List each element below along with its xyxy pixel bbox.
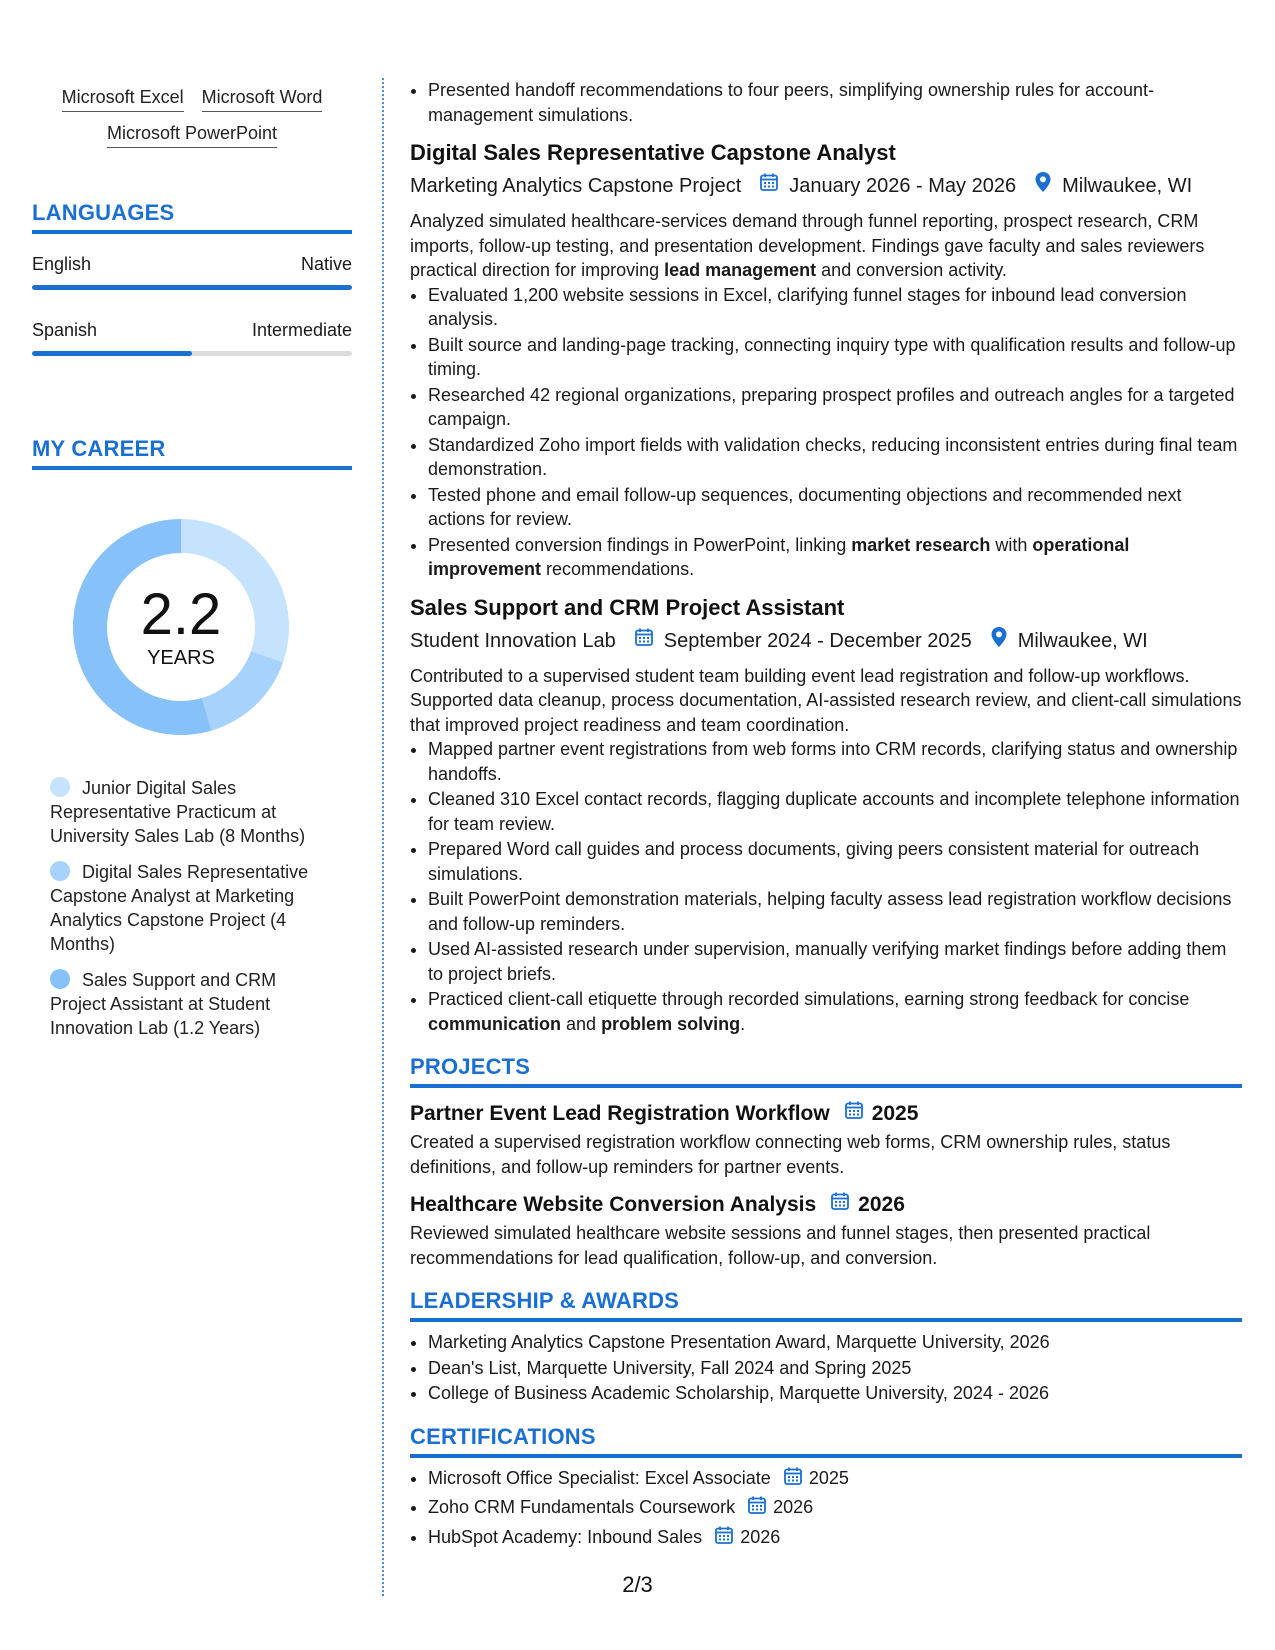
bullet-item: • Cleaned 310 Excel contact records, flagging duplicate accounts and incomplete telephone information for team review.: [428, 787, 1242, 836]
languages-heading: LANGUAGES: [32, 200, 352, 234]
bullet-item: • Built source and landing-page tracking, connecting inquiry type with qualification results and follow-up timing.: [428, 333, 1242, 382]
left-column: [32, 76, 352, 1052]
language-bar: [32, 285, 352, 290]
job-dates: January 2026 - May 2026: [789, 175, 1017, 197]
bullet-item: • Standardized Zoho import fields with validation checks, reducing inconsistent entries during final team demonstration.: [428, 433, 1242, 482]
project-year: 2026: [858, 1193, 905, 1216]
bullet-item: • Prepared Word call guides and process documents, giving peers consistent material for outreach simulations.: [428, 837, 1242, 886]
job-summary: Analyzed simulated healthcare-services demand through funnel reporting, prospect research, CRM imports, follow-up testing, and presentation development. Findings gave faculty and sales reviewers practical direction for improving lead management and conversion activity.: [410, 211, 1205, 280]
bullet-item: • Mapped partner event registrations from web forms into CRM records, clarifying status and ownership handoffs.: [428, 737, 1242, 786]
projects-heading: PROJECTS: [410, 1054, 1242, 1088]
bullet-item: • Tested phone and email follow-up sequences, documenting objections and recommended next actions for review.: [428, 483, 1242, 532]
project-name: Partner Event Lead Registration Workflow: [410, 1102, 830, 1125]
project-description: Created a supervised registration workflow connecting web forms, CRM ownership rules, status definitions, and follow-up reminders for partner events.: [410, 1132, 1171, 1177]
bullet-item: • Presented conversion findings in PowerPoint, linking market research with operational improvement recommendations.: [428, 533, 1242, 582]
legend-dot: [50, 969, 70, 989]
project-entry: [410, 1191, 1242, 1270]
job-bullets: [410, 737, 1242, 1036]
job-meta: [410, 626, 1242, 656]
leadership-list: [410, 1330, 1242, 1406]
career-total-value: 2.2: [140, 581, 222, 647]
languages-section: [32, 200, 352, 356]
certification-item: • Microsoft Office Specialist: Excel Associate 2025: [428, 1466, 1242, 1493]
project-name: Healthcare Website Conversion Analysis: [410, 1193, 817, 1216]
job-title: Sales Support and CRM Project Assistant: [410, 594, 845, 620]
location-pin-icon: [1034, 171, 1052, 201]
calendar-icon: [759, 172, 779, 200]
job-bullets: [410, 283, 1242, 582]
project-description: Reviewed simulated healthcare website sessions and funnel stages, then presented practical recommendations for lead qualification, follow-up, and conversion.: [410, 1223, 1151, 1268]
job-title: Digital Sales Representative Capstone Analyst: [410, 140, 896, 165]
right-column: [410, 78, 1242, 1552]
job-org: Student Innovation Lab: [410, 629, 616, 652]
job-location: Milwaukee, WI: [1062, 175, 1193, 197]
certifications-list: [410, 1466, 1242, 1552]
experience-entry: [410, 139, 1242, 582]
career-legend-item: Digital Sales Representative Capstone Analyst at Marketing Analytics Capstone Project (4 Months): [50, 862, 309, 954]
calendar-icon: [634, 627, 654, 655]
bullet-item: • Practiced client-call etiquette through recorded simulations, earning strong feedback for concise communication and problem solving.: [428, 987, 1242, 1036]
language-row: [32, 320, 352, 341]
career-legend-item: Junior Digital Sales Representative Practicum at University Sales Lab (8 Months): [50, 778, 306, 846]
language-name: Spanish: [32, 320, 98, 340]
project-entry: [410, 1100, 1242, 1179]
certification-item: • Zoho CRM Fundamentals Coursework 2026: [428, 1495, 1242, 1522]
calendar-icon: [714, 1525, 734, 1552]
award-item: • Marketing Analytics Capstone Presentation Award, Marquette University, 2026: [428, 1330, 1242, 1355]
bullet-item: • Presented handoff recommendations to four peers, simplifying ownership rules for account-management simulations.: [428, 78, 1242, 127]
language-row: [32, 254, 352, 275]
job-org: Marketing Analytics Capstone Project: [410, 175, 742, 197]
language-level: Intermediate: [251, 320, 352, 340]
language-bar: [32, 351, 352, 356]
career-heading: MY CAREER: [32, 436, 352, 470]
legend-dot: [50, 861, 70, 881]
skill-tag: Microsoft Excel: [62, 86, 184, 112]
language-bar-fill: [32, 351, 192, 356]
language-name: English: [32, 254, 92, 274]
experience-entry: [410, 594, 1242, 1037]
career-donut-chart: [66, 512, 296, 742]
skills-list: [32, 76, 352, 148]
career-total-unit: YEARS: [147, 646, 215, 669]
calendar-icon: [830, 1191, 850, 1219]
column-divider: [382, 78, 384, 1596]
language-level: Native: [300, 254, 352, 274]
job-meta: [410, 171, 1242, 201]
language-bar-fill: [32, 285, 352, 290]
career-legend: [50, 776, 330, 1040]
project-year: 2025: [871, 1102, 919, 1125]
location-pin-icon: [990, 626, 1008, 656]
skill-tag: Microsoft Word: [202, 86, 323, 112]
skill-tag: Microsoft PowerPoint: [107, 122, 277, 148]
career-legend-item: Sales Support and CRM Project Assistant at Student Innovation Lab (1.2 Years): [50, 970, 277, 1038]
bullet-item: • Used AI-assisted research under supervision, manually verifying market findings before adding them to project briefs.: [428, 937, 1242, 986]
bullet-item: • Researched 42 regional organizations, preparing prospect profiles and outreach angles for a targeted campaign.: [428, 383, 1242, 432]
calendar-icon: [844, 1100, 864, 1128]
page-number: 2/3: [622, 1572, 653, 1597]
award-item: • College of Business Academic Scholarship, Marquette University, 2024 - 2026: [428, 1381, 1242, 1406]
job-dates: September 2024 - December 2025: [663, 629, 972, 652]
legend-dot: [50, 777, 70, 797]
award-item: • Dean's List, Marquette University, Fall 2024 and Spring 2025: [428, 1356, 1242, 1381]
certification-item: • HubSpot Academy: Inbound Sales 2026: [428, 1525, 1242, 1552]
bullet-item: • Built PowerPoint demonstration materials, helping faculty assess lead registration workflow decisions and follow-up reminders.: [428, 887, 1242, 936]
certifications-heading: CERTIFICATIONS: [410, 1424, 1242, 1458]
career-section: [32, 436, 352, 1040]
calendar-icon: [783, 1466, 803, 1493]
calendar-icon: [747, 1495, 767, 1522]
bullet-item: • Evaluated 1,200 website sessions in Excel, clarifying funnel stages for inbound lead conversion analysis.: [428, 283, 1242, 332]
leadership-heading: LEADERSHIP & AWARDS: [410, 1288, 1242, 1322]
job-location: Milwaukee, WI: [1017, 629, 1148, 652]
carry-over-bullets: [410, 78, 1242, 127]
job-summary: Contributed to a supervised student team building event lead registration and follow-up workflows. Supported data cleanup, process documentation, AI-assisted research review, and client-call simulations that improved project readiness and team coordination.: [410, 665, 1242, 735]
